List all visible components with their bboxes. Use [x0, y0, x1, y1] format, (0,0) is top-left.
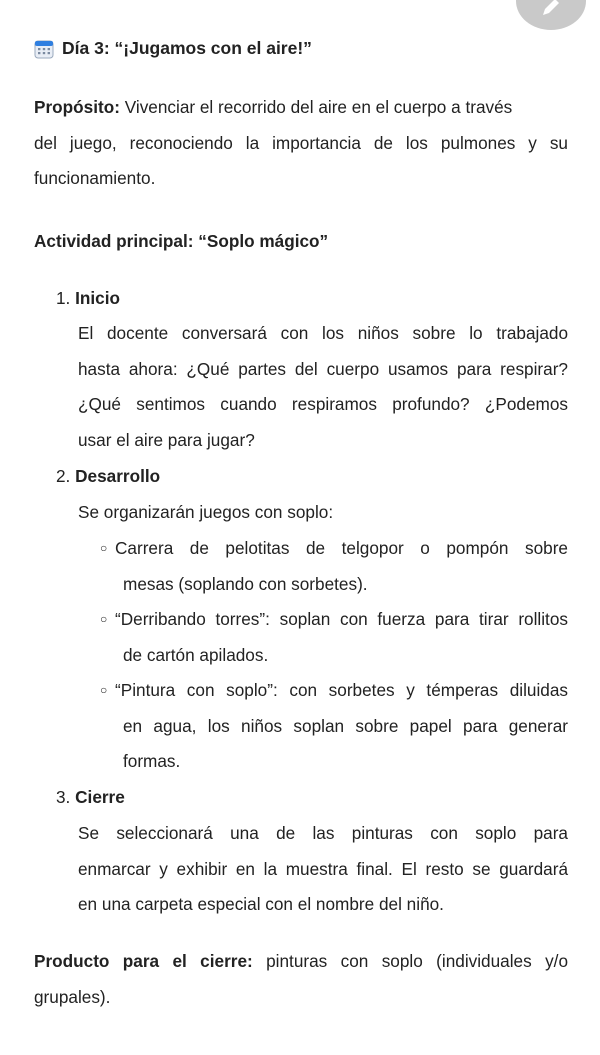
- step-1-text: El docente conversará con los niños sobre lo trabajado hasta ahora: ¿Qué partes del cuerpo usamos para respirar? ¿Qué sentimos cuando respiramos profundo? ¿Podemos usar el aire para jugar?: [78, 323, 568, 450]
- edit-button[interactable]: [516, 0, 586, 30]
- step-3-text: Se seleccionará una de las pinturas con soplo para enmarcar y exhibir en la muestra final. El resto se guardará en una carpeta especial con el nombre del niño.: [78, 823, 568, 914]
- proposito-line-2: del juego, reconociendo la importancia de los pulmones y su: [34, 132, 568, 153]
- circle-bullet-icon: ○: [100, 683, 108, 697]
- step-2-text: Se organizarán juegos con soplo:: [78, 502, 334, 522]
- producto-paragraph: Producto para el cierre: pinturas con soplo (individuales y/o grupales).: [34, 951, 568, 1007]
- proposito-line-3: funcionamiento.: [34, 168, 156, 188]
- circle-bullet-icon: ○: [100, 612, 108, 626]
- step-1-title: 1. Inicio: [56, 288, 121, 308]
- calendar-icon: [34, 39, 54, 59]
- step-2-title: 2. Desarrollo: [56, 466, 161, 486]
- day-heading: [34, 38, 312, 59]
- pencil-icon: [539, 0, 563, 24]
- step-3-title: 3. Cierre: [56, 787, 125, 807]
- proposito-paragraph: [34, 90, 568, 197]
- actividad-principal: Actividad principal: “Soplo mágico”: [34, 231, 329, 251]
- day-title: Día 3: “¡Jugamos con el aire!”: [62, 38, 312, 58]
- producto-label: Producto para el cierre:: [34, 951, 253, 971]
- circle-bullet-icon: ○: [100, 541, 108, 555]
- proposito-line-1: Vivenciar el recorrido del aire en el cuerpo a través: [124, 97, 513, 117]
- proposito-label: Propósito:: [34, 97, 120, 117]
